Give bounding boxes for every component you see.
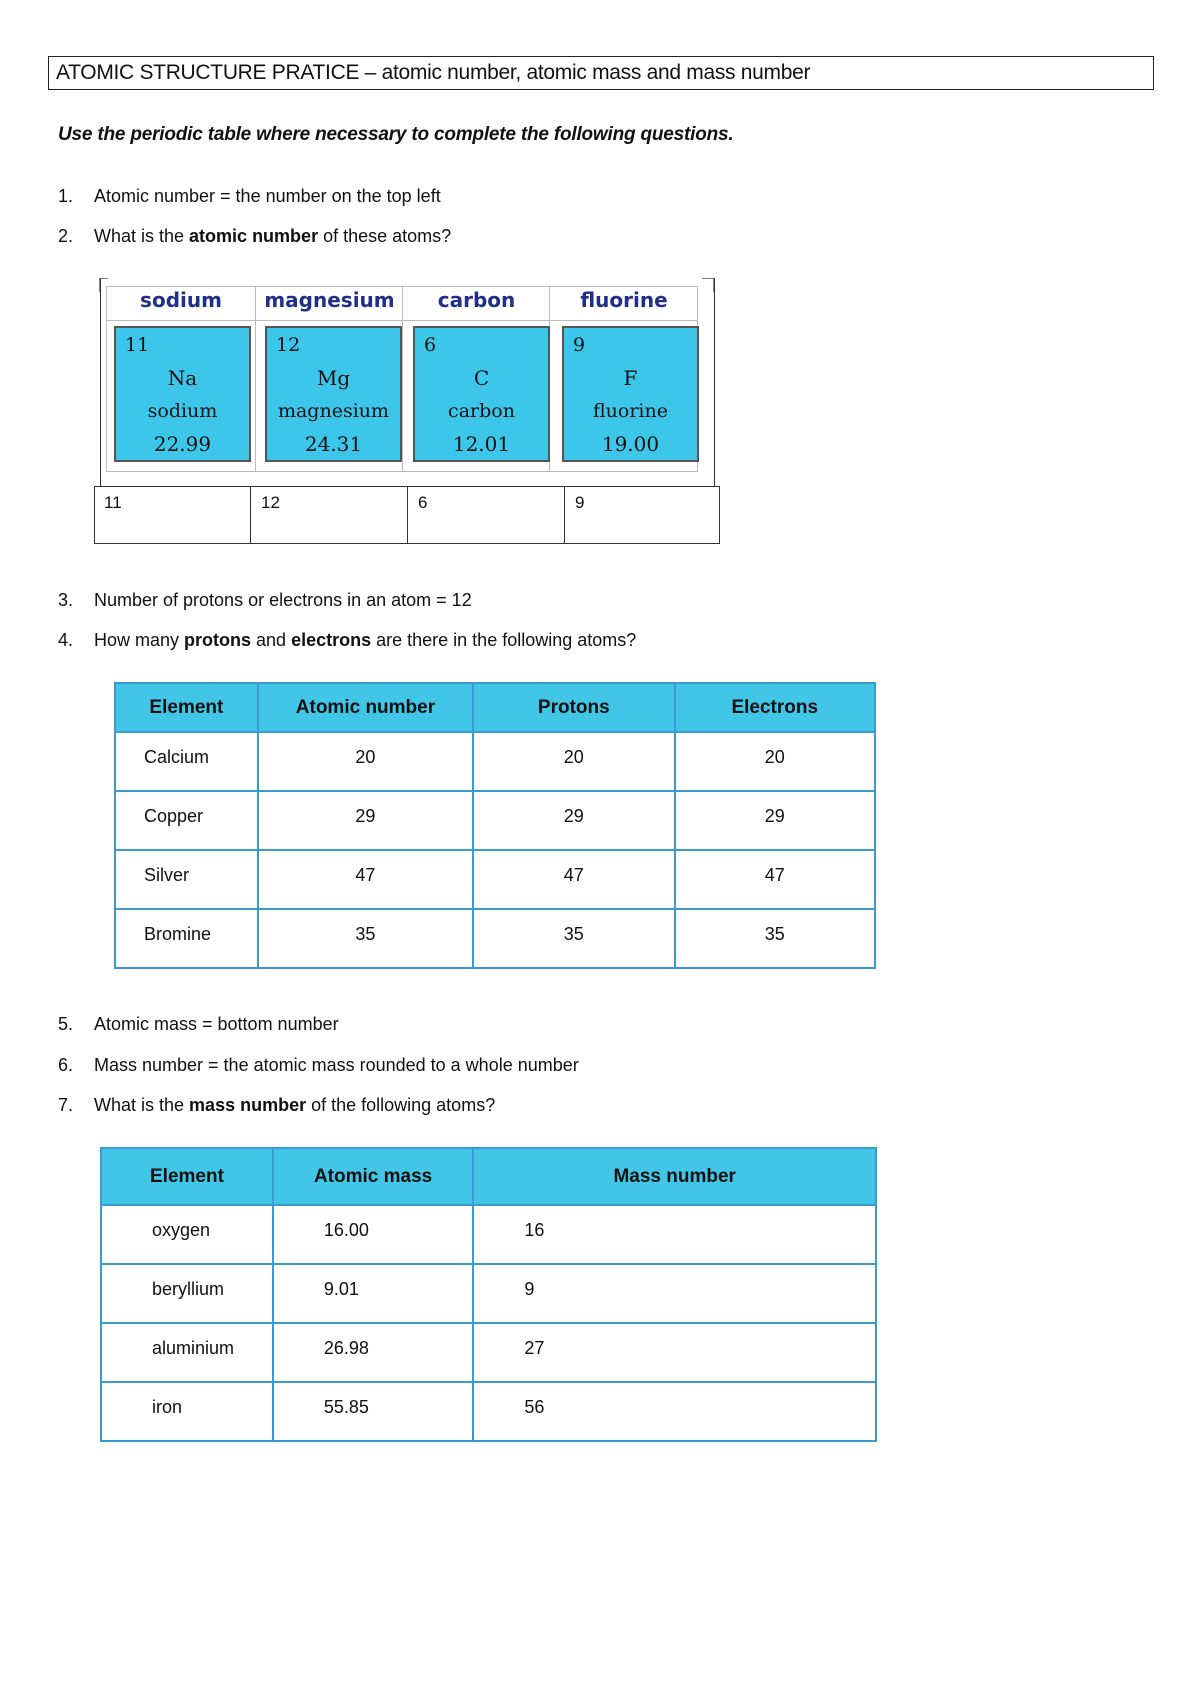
answer-cell-fluorine[interactable]: 9 xyxy=(575,493,585,512)
tile-atomic-number: 11 xyxy=(125,334,150,356)
table-cell[interactable]: 56 xyxy=(473,1382,876,1441)
table-row xyxy=(115,732,875,791)
table-row xyxy=(101,1382,876,1441)
question-text: and xyxy=(251,630,292,650)
question-number: 2. xyxy=(58,226,74,246)
table-cell: beryllium xyxy=(101,1264,273,1323)
tile-name: sodium xyxy=(147,400,218,422)
question-3 xyxy=(58,590,472,611)
table-row xyxy=(101,1323,876,1382)
answer-cell-carbon[interactable]: 6 xyxy=(408,486,565,544)
element-tile-magnesium xyxy=(265,326,402,462)
table-row xyxy=(101,1205,876,1264)
cards-frame-left xyxy=(100,278,101,486)
tile-name: magnesium xyxy=(277,400,390,422)
question-text: Atomic mass = bottom number xyxy=(94,1014,339,1034)
question-text: How many xyxy=(94,630,185,650)
question-keyword: protons xyxy=(184,630,252,650)
card-header-magnesium: magnesium xyxy=(264,288,395,312)
question-7 xyxy=(58,1095,495,1116)
card-header-sodium: sodium xyxy=(140,288,222,312)
table-cell[interactable]: 9 xyxy=(473,1264,876,1323)
table-cell: 26.98 xyxy=(273,1323,474,1382)
question-text: Atomic number = the number on the top left xyxy=(94,186,441,206)
table-row xyxy=(115,791,875,850)
question-number: 6. xyxy=(58,1055,74,1075)
question-number: 7. xyxy=(58,1095,74,1115)
answer-cell-sodium[interactable]: 11 xyxy=(94,486,251,544)
table-cell[interactable]: 35 xyxy=(258,909,473,968)
question-text: are there in the following atoms? xyxy=(371,630,637,650)
question-keyword: atomic number xyxy=(189,226,319,246)
question-1 xyxy=(58,186,441,207)
tile-symbol: Mg xyxy=(316,366,351,390)
question-number: 4. xyxy=(58,630,74,650)
question-5 xyxy=(58,1014,339,1035)
tile-atomic-number: 12 xyxy=(276,334,301,356)
tile-mass: 12.01 xyxy=(452,432,511,456)
question-4 xyxy=(58,630,636,651)
question-2 xyxy=(58,226,451,247)
tile-mass: 22.99 xyxy=(153,432,212,456)
question-text: Mass number = the atomic mass rounded to a whole number xyxy=(94,1055,579,1075)
question-text: Number of protons or electrons in an atom = 12 xyxy=(94,590,472,610)
mass-number-table xyxy=(100,1147,877,1442)
table-cell: Bromine xyxy=(115,909,258,968)
protons-electrons-table xyxy=(114,682,876,969)
table-cell[interactable]: 16 xyxy=(473,1205,876,1264)
table-header-row xyxy=(115,683,875,732)
table-cell[interactable]: 20 xyxy=(675,732,876,791)
question-number: 5. xyxy=(58,1014,74,1034)
table-cell[interactable]: 27 xyxy=(473,1323,876,1382)
table-header: Atomic mass xyxy=(273,1148,474,1205)
question-6 xyxy=(58,1055,579,1076)
table-cell[interactable]: 29 xyxy=(675,791,876,850)
table-cell: aluminium xyxy=(101,1323,273,1382)
table-cell[interactable]: 29 xyxy=(473,791,674,850)
table-cell[interactable]: 35 xyxy=(473,909,674,968)
worksheet-title: ATOMIC STRUCTURE PRATICE – atomic number, atomic mass and mass number xyxy=(48,56,1154,90)
card-header-carbon: carbon xyxy=(437,288,516,312)
table-cell: Calcium xyxy=(115,732,258,791)
table-cell: 9.01 xyxy=(273,1264,474,1323)
table-cell: oxygen xyxy=(101,1205,273,1264)
table-cell[interactable]: 47 xyxy=(258,850,473,909)
table-cell: 16.00 xyxy=(273,1205,474,1264)
question-text: What is the xyxy=(94,1095,190,1115)
tile-name: fluorine xyxy=(593,400,668,422)
tile-symbol: C xyxy=(473,366,490,390)
table-cell: 55.85 xyxy=(273,1382,474,1441)
card-header-fluorine: fluorine xyxy=(580,288,668,312)
table-cell[interactable]: 47 xyxy=(473,850,674,909)
instruction-text: Use the periodic table where necessary to complete the following questions. xyxy=(58,124,734,145)
card-header-divider xyxy=(106,320,698,321)
table-cell[interactable]: 35 xyxy=(675,909,876,968)
tile-mass: 24.31 xyxy=(304,432,363,456)
question-text: of these atoms? xyxy=(318,226,452,246)
question-text: What is the xyxy=(94,226,190,246)
tile-atomic-number: 9 xyxy=(573,334,586,356)
element-tile-carbon xyxy=(413,326,550,462)
cards-frame-right xyxy=(714,278,715,486)
tile-mass: 19.00 xyxy=(601,432,660,456)
question-text: of the following atoms? xyxy=(306,1095,496,1115)
table-cell: iron xyxy=(101,1382,273,1441)
element-tile-sodium xyxy=(114,326,251,462)
table-header: Protons xyxy=(473,683,674,732)
table-cell: Silver xyxy=(115,850,258,909)
table-cell[interactable]: 47 xyxy=(675,850,876,909)
element-tile-fluorine xyxy=(562,326,699,462)
question-keyword: mass number xyxy=(189,1095,307,1115)
table-row xyxy=(115,909,875,968)
table-cell[interactable]: 20 xyxy=(258,732,473,791)
tile-atomic-number: 6 xyxy=(424,334,437,356)
table-header-row xyxy=(101,1148,876,1205)
tile-name: carbon xyxy=(448,400,515,422)
table-cell[interactable]: 20 xyxy=(473,732,674,791)
table-cell: Copper xyxy=(115,791,258,850)
table-header: Mass number xyxy=(473,1148,876,1205)
table-header: Electrons xyxy=(675,683,876,732)
table-header: Element xyxy=(101,1148,273,1205)
table-header: Element xyxy=(115,683,258,732)
question-number: 3. xyxy=(58,590,74,610)
table-cell[interactable]: 29 xyxy=(258,791,473,850)
table-header: Atomic number xyxy=(258,683,473,732)
tile-symbol: F xyxy=(623,366,638,390)
table-row xyxy=(101,1264,876,1323)
question-number: 1. xyxy=(58,186,74,206)
tile-symbol: Na xyxy=(167,366,198,390)
table-row xyxy=(115,850,875,909)
answer-cell-magnesium[interactable]: 12 xyxy=(251,486,408,544)
question-keyword: electrons xyxy=(291,630,372,650)
